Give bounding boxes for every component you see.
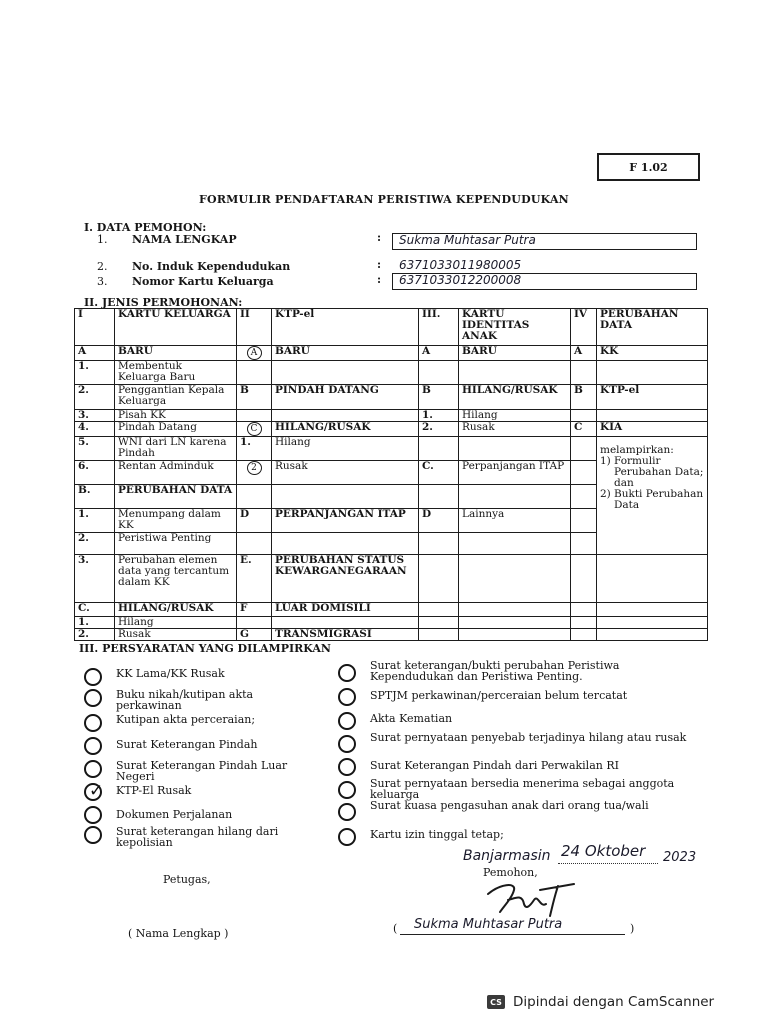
- sign-year: 2023: [663, 850, 697, 865]
- req-label: SPTJM perkawinan/perceraian belum tercatat: [370, 689, 628, 702]
- checkbox-circle[interactable]: [338, 712, 356, 730]
- nomor-kk-value: 6371033012200008: [399, 273, 522, 287]
- cell: 4.: [75, 422, 115, 437]
- cell: HILANG/RUSAK: [459, 385, 571, 410]
- option-cell[interactable]: [237, 422, 272, 437]
- jenis-permohonan-table: [74, 308, 708, 641]
- req-label: Dokumen Perjalanan: [116, 808, 233, 821]
- cell: 5.: [75, 437, 115, 461]
- req-label: Kutipan akta perceraian;: [116, 713, 256, 726]
- cell: 2.: [75, 533, 115, 555]
- req-label: Surat Keterangan Pindah dari Perwakilan RI: [370, 759, 619, 772]
- date-line: [558, 863, 658, 864]
- camscanner-text: Dipindai dengan CamScanner: [513, 994, 715, 1010]
- checkbox-circle[interactable]: [338, 803, 356, 821]
- pemohon-paren-open: (: [393, 922, 398, 935]
- cell: PINDAH DATANG: [272, 385, 419, 410]
- cell: 3.: [75, 410, 115, 422]
- cell: 2.: [75, 629, 115, 641]
- cell: G: [237, 629, 272, 641]
- cell: 1.: [75, 617, 115, 629]
- cell: Rentan Adminduk: [115, 461, 237, 485]
- cell: PERPANJANGAN ITAP: [272, 509, 419, 533]
- cell: D: [419, 509, 459, 533]
- checkbox-circle[interactable]: [84, 689, 102, 707]
- field1-label: NAMA LENGKAP: [132, 233, 237, 246]
- cell: Membentuk Keluarga Baru: [115, 361, 237, 385]
- form-code: F 1.02: [629, 160, 668, 174]
- req-ktp-el-rusak[interactable]: [84, 783, 191, 801]
- req-label: Surat Keterangan Pindah Luar Negeri: [116, 759, 288, 783]
- cell: B: [419, 385, 459, 410]
- req-label: KK Lama/KK Rusak: [116, 667, 225, 680]
- cell: Lainnya: [459, 509, 571, 533]
- note-intro: melampirkan:: [600, 444, 674, 456]
- cell: Peristiwa Penting: [115, 533, 237, 555]
- petugas-label: Petugas,: [163, 873, 211, 886]
- pemohon-label: Pemohon,: [483, 866, 538, 879]
- checkbox-circle[interactable]: [84, 737, 102, 755]
- table-row: [75, 422, 708, 437]
- nama-lengkap-field[interactable]: [392, 233, 697, 250]
- cell: 2.: [75, 385, 115, 410]
- selected-circle-marker: C: [247, 422, 262, 436]
- cell: BARU: [115, 346, 237, 361]
- checkbox-circle[interactable]: [338, 664, 356, 682]
- sign-place: Banjarmasin: [463, 848, 551, 864]
- cell: 1.: [419, 410, 459, 422]
- cell: Hilang: [115, 617, 237, 629]
- req-label: Surat pernyataan penyebab terjadinya hilang atau rusak: [370, 731, 687, 744]
- field3-num: 3.: [97, 275, 108, 288]
- table-row: [75, 385, 708, 410]
- header-perubahan-data: PERUBAHAN DATA: [597, 309, 708, 346]
- checkmark-icon: ✓: [89, 781, 104, 801]
- cell: 1.: [75, 361, 115, 385]
- section2-heading: II. JENIS PERMOHONAN:: [84, 296, 243, 309]
- table-row: [75, 361, 708, 385]
- cell: KTP-el: [597, 385, 708, 410]
- table-row: [75, 410, 708, 422]
- checkbox-circle[interactable]: [84, 668, 102, 686]
- header-col-i: I: [75, 309, 115, 346]
- cell: C.: [419, 461, 459, 485]
- req-pindah-perwakilan-ri[interactable]: [338, 758, 619, 776]
- req-akta-kematian[interactable]: [338, 712, 452, 730]
- req-surat-kehilangan[interactable]: [84, 826, 316, 848]
- cell: 3.: [75, 555, 115, 603]
- camscanner-logo-icon: CS: [487, 995, 505, 1009]
- document-title: FORMULIR PENDAFTARAN PERISTIWA KEPENDUDUKAN: [199, 193, 569, 206]
- req-pindah-luar-negeri[interactable]: [84, 760, 321, 782]
- cell: B: [571, 385, 597, 410]
- checkbox-circle-checked[interactable]: [84, 783, 102, 801]
- cell: Hilang: [272, 437, 419, 461]
- field3-colon: :: [377, 273, 382, 286]
- req-surat-pindah[interactable]: [84, 737, 258, 755]
- form-code-box: [597, 153, 700, 181]
- cell: TRANSMIGRASI: [272, 629, 419, 641]
- cell: Perpanjangan ITAP: [459, 461, 571, 485]
- nik-value: 6371033011980005: [399, 258, 522, 272]
- cell: D: [237, 509, 272, 533]
- req-label: Akta Kematian: [370, 712, 453, 725]
- req-label: Surat pernyataan bersedia menerima sebagai anggota keluarga: [370, 777, 675, 801]
- cell: 2.: [419, 422, 459, 437]
- cell: E.: [237, 555, 272, 603]
- header-kartu-identitas-anak: KARTU IDENTITAS ANAK: [459, 309, 571, 346]
- cell: B: [237, 385, 272, 410]
- camscanner-badge: [487, 991, 739, 1013]
- header-kartu-keluarga: KARTU KELUARGA: [115, 309, 237, 346]
- nomor-kk-field[interactable]: [392, 273, 697, 290]
- req-label: Kartu izin tinggal tetap;: [370, 828, 504, 841]
- section3-heading: III. PERSYARATAN YANG DILAMPIRKAN: [79, 642, 331, 655]
- cell: Rusak: [459, 422, 571, 437]
- cell: LUAR DOMISILI: [272, 603, 419, 617]
- cell: A: [571, 346, 597, 361]
- cell: Perubahan elemen data yang tercantum dalam KK: [115, 555, 237, 603]
- checkbox-circle[interactable]: [84, 806, 102, 824]
- cell: BARU: [272, 346, 419, 361]
- cell: KK: [597, 346, 708, 361]
- cell: 1.: [75, 509, 115, 533]
- table-row: [75, 617, 708, 629]
- req-kk-lama[interactable]: [84, 668, 225, 686]
- cell: Rusak: [272, 461, 419, 485]
- cell: Rusak: [115, 629, 237, 641]
- cell: Pindah Datang: [115, 422, 237, 437]
- perubahan-data-note: [597, 437, 708, 555]
- section1-heading: I. DATA PEMOHON:: [84, 221, 207, 234]
- field1-colon: :: [377, 231, 382, 244]
- cell: C: [571, 422, 597, 437]
- pemohon-name-line: [400, 934, 625, 935]
- pemohon-name: Sukma Muhtasar Putra: [414, 917, 563, 932]
- checkbox-circle[interactable]: [338, 781, 356, 799]
- selected-circle-marker: A: [247, 346, 262, 360]
- cell: BARU: [459, 346, 571, 361]
- table-row: [75, 629, 708, 641]
- req-sptjm[interactable]: [338, 688, 627, 706]
- checkbox-circle[interactable]: [338, 828, 356, 846]
- checkbox-circle[interactable]: [84, 760, 102, 778]
- header-ktp-el: KTP-el: [272, 309, 419, 346]
- checkbox-circle[interactable]: [84, 826, 102, 844]
- req-penyebab-hilang[interactable]: [338, 732, 700, 753]
- req-bersedia-menerima[interactable]: [338, 778, 700, 800]
- cell: 6.: [75, 461, 115, 485]
- field1-num: 1.: [97, 233, 108, 246]
- field2-num: 2.: [97, 260, 108, 273]
- cell: HILANG/RUSAK: [272, 422, 419, 437]
- nama-lengkap-value: Sukma Muhtasar Putra: [399, 233, 536, 247]
- req-label: Surat keterangan hilang dari kepolisian: [116, 825, 279, 849]
- req-dokumen-perjalanan[interactable]: [84, 806, 232, 824]
- table-row: [75, 555, 708, 603]
- req-label: Surat Keterangan Pindah: [116, 738, 258, 751]
- cell: HILANG/RUSAK: [115, 603, 237, 617]
- req-bukti-perubahan[interactable]: [338, 660, 690, 682]
- table-row: [75, 603, 708, 617]
- cell: WNI dari LN karena Pindah: [115, 437, 237, 461]
- cell: A: [75, 346, 115, 361]
- checkbox-circle[interactable]: [338, 735, 356, 753]
- req-izin-tinggal[interactable]: [338, 828, 504, 846]
- note-item-2: 2) Bukti Perubahan Data: [600, 488, 704, 511]
- req-label: Surat kuasa pengasuhan anak dari orang tua/wali: [370, 799, 649, 812]
- cell: A: [419, 346, 459, 361]
- cell: B.: [75, 485, 115, 509]
- checkbox-circle[interactable]: [338, 688, 356, 706]
- req-label: Surat keterangan/bukti perubahan Peristiwa Kependudukan dan Peristiwa Penting.: [370, 659, 620, 683]
- cell: PERUBAHAN DATA: [115, 485, 237, 509]
- req-akta-perceraian[interactable]: [84, 714, 255, 732]
- field3-label: Nomor Kartu Keluarga: [132, 275, 274, 288]
- checkbox-circle[interactable]: [338, 758, 356, 776]
- note-item-1: 1) Formulir Perubahan Data; dan: [600, 455, 704, 489]
- cell: Menumpang dalam KK: [115, 509, 237, 533]
- cell: 1.: [237, 437, 272, 461]
- cell: Penggantian Kepala Keluarga: [115, 385, 237, 410]
- header-col-ii: II: [237, 309, 272, 346]
- cell: KIA: [597, 422, 708, 437]
- field2-colon: :: [377, 258, 382, 271]
- cell: Hilang: [459, 410, 571, 422]
- cell: C.: [75, 603, 115, 617]
- table-header-row: [75, 309, 708, 346]
- option-cell[interactable]: [237, 346, 272, 361]
- table-row: [75, 437, 708, 461]
- cell: PERUBAHAN STATUS KEWARGANEGARAAN: [272, 555, 419, 603]
- option-cell[interactable]: [237, 461, 272, 485]
- field2-label: No. Induk Kependudukan: [132, 260, 291, 273]
- cell: Pisah KK: [115, 410, 237, 422]
- pemohon-paren-close: ): [630, 922, 635, 935]
- req-label: Buku nikah/kutipan akta perkawinan: [116, 688, 254, 712]
- req-buku-nikah[interactable]: [84, 689, 296, 711]
- header-col-iv: IV: [571, 309, 597, 346]
- req-kuasa-pengasuhan[interactable]: [338, 800, 660, 821]
- sign-date: 24 Oktober: [561, 842, 646, 860]
- selected-circle-marker: 2: [247, 461, 262, 475]
- header-col-iii: III.: [419, 309, 459, 346]
- petugas-name: ( Nama Lengkap ): [128, 927, 229, 940]
- table-row: [75, 346, 708, 361]
- checkbox-circle[interactable]: [84, 714, 102, 732]
- cell: F: [237, 603, 272, 617]
- signature-scribble: [470, 880, 590, 920]
- req-label: KTP-El Rusak: [116, 784, 192, 797]
